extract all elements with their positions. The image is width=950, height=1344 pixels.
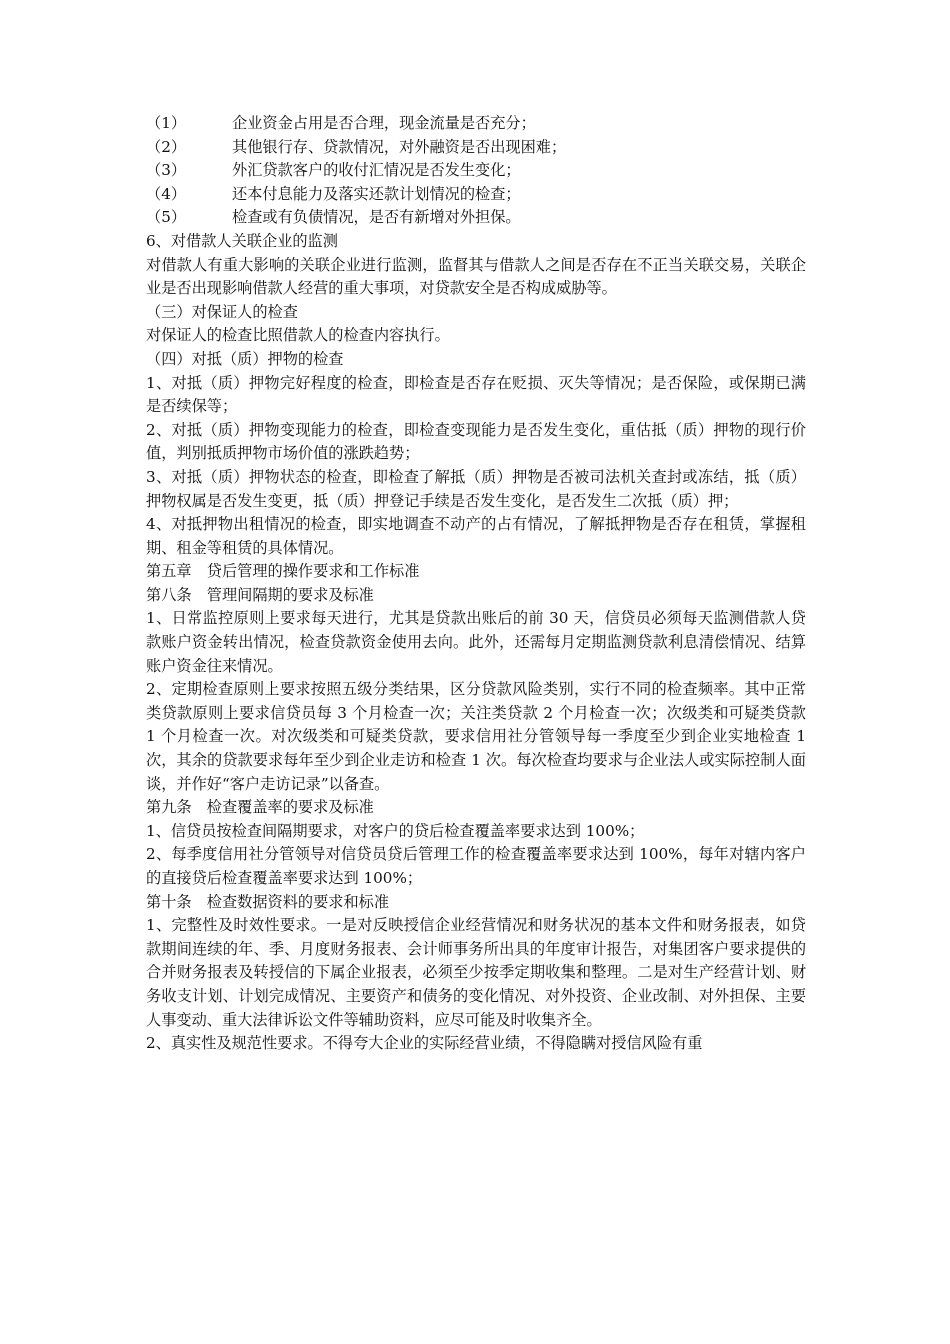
list-item-text: 还本付息能力及落实还款计划情况的检查； (232, 184, 521, 203)
list-item-number: （1） (146, 114, 187, 132)
list-item (146, 206, 806, 230)
article-heading: 第十条 检查数据资料的要求和标准 (146, 892, 389, 911)
article-heading: 第八条 管理间隔期的要求及标准 (146, 585, 374, 604)
section-heading: 6、对借款人关联企业的监测 (146, 231, 338, 250)
list-item (146, 159, 806, 183)
paragraph: 1、对抵（质）押物完好程度的检查，即检查是否存在贬损、灭失等情况；是否保险，或保期已满是否续保等； (146, 373, 806, 416)
list-item-number: （2） (146, 137, 187, 156)
paragraph: 1、信贷员按检查间隔期要求，对客户的贷后检查覆盖率要求达到 100%； (146, 821, 645, 840)
section-heading: （三）对保证人的检查 (146, 302, 298, 321)
list-item-text: 外汇贷款客户的收付汇情况是否发生变化； (232, 161, 521, 180)
paragraph: 对借款人有重大影响的关联企业进行监测，监督其与借款人之间是否存在不正当关联交易，关联企业是否出现影响借款人经营的重大事项，对贷款安全是否构成威胁等。 (146, 255, 806, 298)
list-item (146, 183, 806, 207)
chapter-heading: 第五章 贷后管理的操作要求和工作标准 (146, 562, 420, 581)
paragraph: 2、真实性及规范性要求。不得夸大企业的实际经营业绩，不得隐瞒对授信风险有重 (146, 1034, 703, 1053)
paragraph: 3、对抵（质）押物状态的检查，即检查了解抵（质）押物是否被司法机关查封或冻结，抵（质）押物权属是否发生变更，抵（质）押登记手续是否发生变化，是否发生二次抵（质）押； (146, 467, 806, 510)
list-item-text: 检查或有负债情况，是否有新增对外担保。 (232, 208, 521, 227)
paragraph: 4、对抵押物出租情况的检查，即实地调查不动产的占有情况，了解抵押物是否存在租赁，掌握租期、租金等租赁的具体情况。 (146, 515, 806, 557)
list-item-text: 企业资金占用是否合理，现金流量是否充分； (232, 114, 536, 132)
list-item-text: 其他银行存、贷款情况，对外融资是否出现困难； (232, 137, 567, 156)
paragraph: 2、对抵（质）押物变现能力的检查，即检查变现能力是否发生变化，重估抵（质）押物的现行价值，判别抵质押物市场价值的涨跌趋势； (146, 420, 806, 463)
list-item (146, 112, 806, 136)
paragraph: 2、定期检查原则上要求按照五级分类结果，区分贷款风险类别，实行不同的检查频率。其中正常类贷款原则上要求信贷员每 3 个月检查一次；关注类贷款 2 个月检查一次；次级类和可疑类贷款 1 个月检查一次。对次级类和可疑类贷款，要求信用社分管领导每一季度至少到企业实地检查 1 次，其余的贷款要求每年至少到企业走访和检查 1 次。每次检查均要求与企业法人或实际控制人面谈，并作好“客户走访记录”以备查。 (146, 680, 806, 793)
section-heading: （四）对抵（质）押物的检查 (146, 349, 344, 368)
paragraph: 1、日常监控原则上要求每天进行，尤其是贷款出账后的前 30 天，信贷员必须每天监测借款人贷款账户资金转出情况，检查贷款资金使用去向。此外，还需每月定期监测贷款利息清偿情况、结算账户资金往来情况。 (146, 609, 806, 675)
list-item-number: （3） (146, 161, 187, 180)
paragraph: 2、每季度信用社分管领导对信贷员贷后管理工作的检查覆盖率要求达到 100%，每年对辖内客户的直接贷后检查覆盖率要求达到 100%； (146, 845, 806, 887)
paragraph: 对保证人的检查比照借款人的检查内容执行。 (146, 326, 450, 345)
article-heading: 第九条 检查覆盖率的要求及标准 (146, 798, 374, 817)
list-item (146, 136, 806, 160)
paragraph: 1、完整性及时效性要求。一是对反映授信企业经营情况和财务状况的基本文件和财务报表，如贷款期间连续的年、季、月度财务报表、会计师事务所出具的年度审计报告，对集团客户要求提供的合并财务报表及转授信的下属企业报表，必须至少按季定期收集和整理。二是对生产经营计划、财务收支计划、计划完成情况、主要资产和债务的变化情况、对外投资、企业改制、对外担保、主要人事变动、重大法律诉讼文件等辅助资料，应尽可能及时收集齐全。 (146, 916, 806, 1029)
document-page (146, 112, 806, 1056)
list-item-number: （5） (146, 208, 187, 227)
list-item-number: （4） (146, 184, 187, 203)
